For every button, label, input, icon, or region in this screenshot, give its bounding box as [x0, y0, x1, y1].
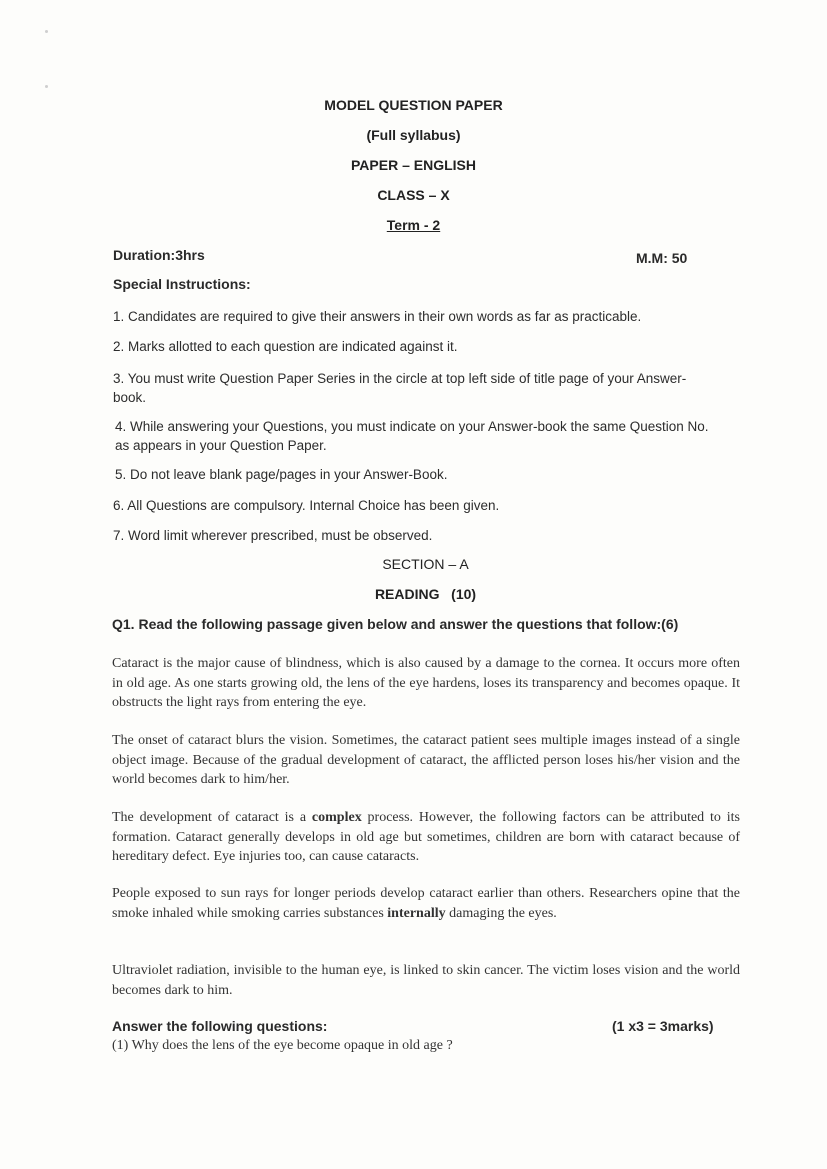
passage-paragraph	[112, 808, 740, 867]
instruction-item: 5. Do not leave blank page/pages in your Answer-Book.	[115, 467, 448, 482]
instruction-item: 6. All Questions are compulsory. Internal Choice has been given.	[113, 498, 500, 513]
term-label: Term - 2	[386, 217, 441, 233]
question-prompt: Q1. Read the following passage given below and answer the questions that follow:(6)	[112, 616, 679, 632]
duration: Duration:3hrs	[113, 247, 205, 263]
section-subtitle: READING (10)	[374, 586, 477, 602]
section-title: SECTION – A	[382, 556, 469, 572]
passage-bold-word: complex	[311, 810, 362, 825]
instruction-item: 4. While answering your Questions, you must indicate on your Answer-book the same Question No. as appears in your Question Paper.	[115, 419, 709, 453]
scan-speck	[45, 85, 48, 88]
instruction-item: 7. Word limit wherever prescribed, must be observed.	[113, 528, 433, 543]
passage-paragraph: Cataract is the major cause of blindness, which is also caused by a damage to the cornea. It occurs more often in old age. As one starts growing old, the lens of the eye hardens, loses its transparency and becomes opaque. It obstructs the light rays from entering the eye.	[112, 656, 740, 710]
passage-paragraph: Ultraviolet radiation, invisible to the human eye, is linked to skin cancer. The victim loses vision and the world becomes dark to him.	[112, 963, 740, 998]
instruction-item: 2. Marks allotted to each question are indicated against it.	[113, 339, 458, 354]
scan-speck	[45, 30, 48, 33]
instructions-heading: Special Instructions:	[113, 276, 251, 292]
instruction-item: 1. Candidates are required to give their answers in their own words as far as practicable.	[113, 309, 642, 324]
instruction-item: 3. You must write Question Paper Series in the circle at top left side of title page of your Answer-book.	[113, 371, 687, 405]
answers-marks: (1 x3 = 3marks)	[612, 1018, 714, 1034]
passage-text: process. However, the following factors can be attributed to its formation. Cataract generally develops in old age but sometimes, children are born with cataract because of hereditary defect. Eye injuries too, can cause cataracts.	[112, 810, 740, 864]
paper-subject: PAPER – ENGLISH	[351, 157, 476, 173]
answers-heading: Answer the following questions:	[112, 1018, 328, 1034]
passage-text: People exposed to sun rays for longer periods develop cataract earlier than others. Researchers opine that the smoke inhaled while smoking carries substances	[112, 886, 740, 921]
passage-bold-word: internally	[387, 905, 446, 921]
paper-title: MODEL QUESTION PAPER	[324, 97, 503, 113]
passage-paragraph	[112, 884, 740, 923]
answer-question: (1) Why does the lens of the eye become opaque in old age ?	[112, 1038, 453, 1053]
max-marks: M.M: 50	[636, 250, 688, 266]
passage-text: The development of cataract is a	[112, 810, 312, 825]
syllabus-label: (Full syllabus)	[366, 127, 461, 143]
passage-text: damaging the eyes.	[445, 905, 557, 921]
passage-paragraph: The onset of cataract blurs the vision. Sometimes, the cataract patient sees multiple images instead of a single object image. Because of the gradual development of cataract, the afflicted person loses his/her vision and the world becomes dark to him/her.	[112, 733, 740, 787]
class-label: CLASS – X	[377, 187, 450, 203]
